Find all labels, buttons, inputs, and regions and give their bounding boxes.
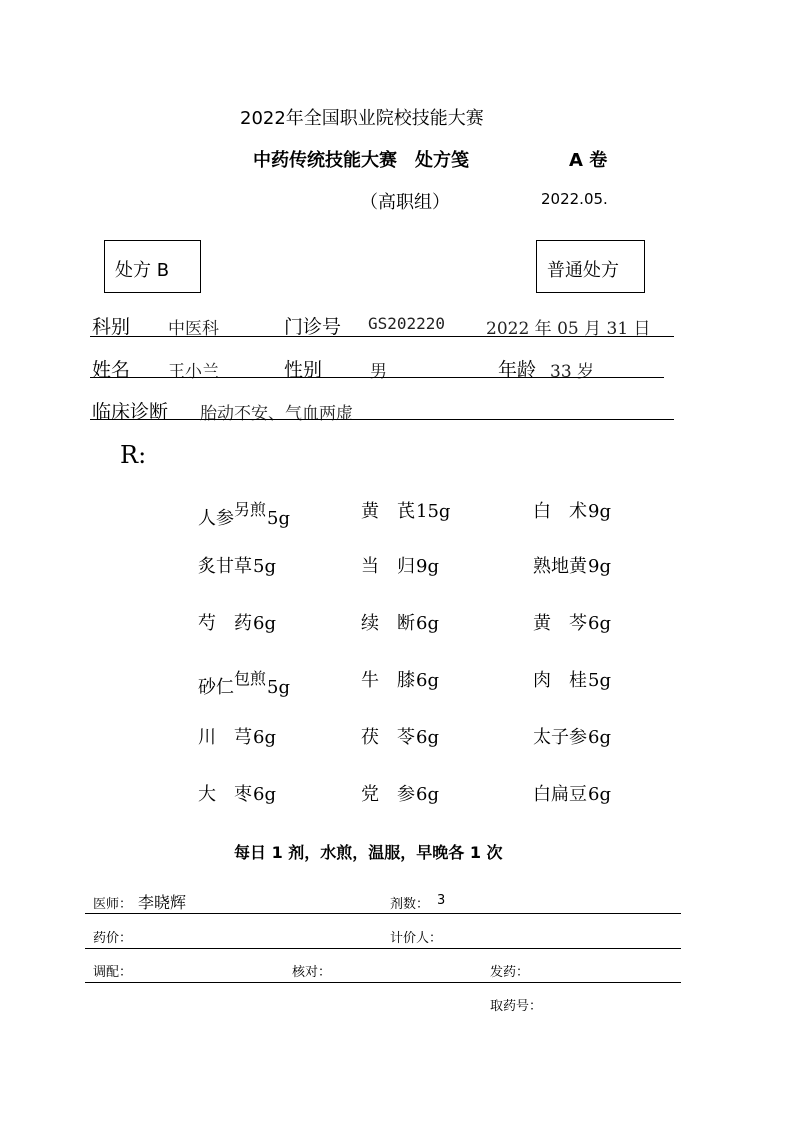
herb-dose: 5g xyxy=(267,677,290,698)
herb-item xyxy=(198,723,276,749)
herb-item xyxy=(361,609,439,635)
herb-dose: 9g xyxy=(588,501,611,522)
prescription-category-label: 普通处方 xyxy=(547,260,619,281)
herb-dose: 5g xyxy=(253,556,276,577)
row-underline xyxy=(90,419,674,420)
herb-name: 太子参 xyxy=(533,727,587,748)
herb-name: 白扁豆 xyxy=(533,784,587,805)
herb-item xyxy=(361,780,439,806)
doses-value: 3 xyxy=(437,893,446,908)
herb-item xyxy=(361,552,439,578)
header-date: 2022.05. xyxy=(541,190,608,208)
herb-name: 茯 苓 xyxy=(361,727,415,748)
dept-value: 中医科 xyxy=(168,319,219,339)
clinic-no-label: 门诊号 xyxy=(284,316,342,338)
herb-name: 熟地黄 xyxy=(533,556,587,577)
price-label: 药价： xyxy=(93,931,133,946)
herb-dose: 6g xyxy=(253,727,276,748)
herb-dose: 6g xyxy=(253,613,276,634)
herb-name: 党 参 xyxy=(361,784,415,805)
herb-dose: 9g xyxy=(588,556,611,577)
issue-label: 发药： xyxy=(490,965,530,980)
herb-dose: 6g xyxy=(588,784,611,805)
row-underline xyxy=(90,336,674,337)
name-value: 王小兰 xyxy=(168,362,219,382)
herb-preparation-note: 包煎 xyxy=(234,669,267,688)
herb-dose: 6g xyxy=(416,613,439,634)
herb-item xyxy=(198,666,290,699)
herb-name: 砂仁 xyxy=(198,677,234,698)
age-value: 33 岁 xyxy=(550,362,595,382)
herb-name: 白 术 xyxy=(533,501,587,522)
footer-divider xyxy=(85,982,681,983)
prescription-type-box xyxy=(104,240,201,293)
herb-name: 炙甘草 xyxy=(198,556,252,577)
herb-name: 黄 芩 xyxy=(533,613,587,634)
herb-name: 肉 桂 xyxy=(533,670,587,691)
name-label: 姓名 xyxy=(92,359,131,381)
herb-dose: 6g xyxy=(588,727,611,748)
diagnosis-value: 胎动不安、气血两虚 xyxy=(200,404,353,424)
herb-item xyxy=(533,609,611,635)
pricer-label: 计价人： xyxy=(390,931,443,946)
doctor-signature: 李晓辉 xyxy=(138,893,187,912)
visit-date: 2022 年 05 月 31 日 xyxy=(486,319,651,339)
herb-item xyxy=(198,780,276,806)
herb-item xyxy=(198,497,290,530)
herb-item xyxy=(361,497,450,523)
herb-dose: 6g xyxy=(253,784,276,805)
herb-name: 芍 药 xyxy=(198,613,252,634)
sex-value: 男 xyxy=(370,362,387,382)
herb-item xyxy=(198,609,276,635)
title: 2022年全国职业院校技能大赛 xyxy=(240,108,484,129)
herb-dose: 15g xyxy=(416,501,451,522)
doses-label: 剂数： xyxy=(390,897,430,912)
herb-item xyxy=(533,497,611,523)
herb-name: 黄 芪 xyxy=(361,501,415,522)
herb-item xyxy=(361,723,439,749)
doctor-label: 医师： xyxy=(93,897,133,912)
herb-dose: 6g xyxy=(416,670,439,691)
prescription-type-label: 处方 B xyxy=(115,260,170,281)
herb-name: 大 枣 xyxy=(198,784,252,805)
herb-item xyxy=(533,666,611,692)
herb-name: 续 断 xyxy=(361,613,415,634)
paper-version: A 卷 xyxy=(569,150,608,171)
footer-divider xyxy=(85,913,681,914)
herb-preparation-note: 另煎 xyxy=(234,500,267,519)
herb-name: 牛 膝 xyxy=(361,670,415,691)
row-underline xyxy=(90,377,664,378)
sex-label: 性别 xyxy=(284,359,323,381)
rx-symbol: R: xyxy=(120,441,147,469)
herb-dose: 6g xyxy=(588,613,611,634)
age-label: 年龄 xyxy=(498,359,537,381)
check-label: 核对： xyxy=(292,965,332,980)
herb-item xyxy=(533,723,611,749)
herb-item xyxy=(533,780,611,806)
herb-dose: 6g xyxy=(416,727,439,748)
dispense-label: 调配： xyxy=(93,965,133,980)
dept-label: 科别 xyxy=(92,316,131,338)
herb-name: 川 芎 xyxy=(198,727,252,748)
usage-instructions: 每日 1 剂，水煎，温服，早晚各 1 次 xyxy=(234,843,503,862)
herb-name: 人参 xyxy=(198,508,234,529)
herb-dose: 5g xyxy=(267,508,290,529)
footer-divider xyxy=(85,948,681,949)
herb-dose: 6g xyxy=(416,784,439,805)
herb-item xyxy=(361,666,439,692)
clinic-no-value: GS202220 xyxy=(368,314,446,333)
pickup-no-label: 取药号： xyxy=(490,999,543,1014)
herb-item xyxy=(198,552,276,578)
herb-dose: 5g xyxy=(588,670,611,691)
herb-name: 当 归 xyxy=(361,556,415,577)
herb-dose: 9g xyxy=(416,556,439,577)
herb-item xyxy=(533,552,611,578)
subtitle: 中药传统技能大赛 处方笺 xyxy=(253,150,469,171)
group-label: （高职组） xyxy=(360,192,450,213)
prescription-category-box xyxy=(536,240,645,293)
diagnosis-label: 临床诊断 xyxy=(92,401,169,423)
